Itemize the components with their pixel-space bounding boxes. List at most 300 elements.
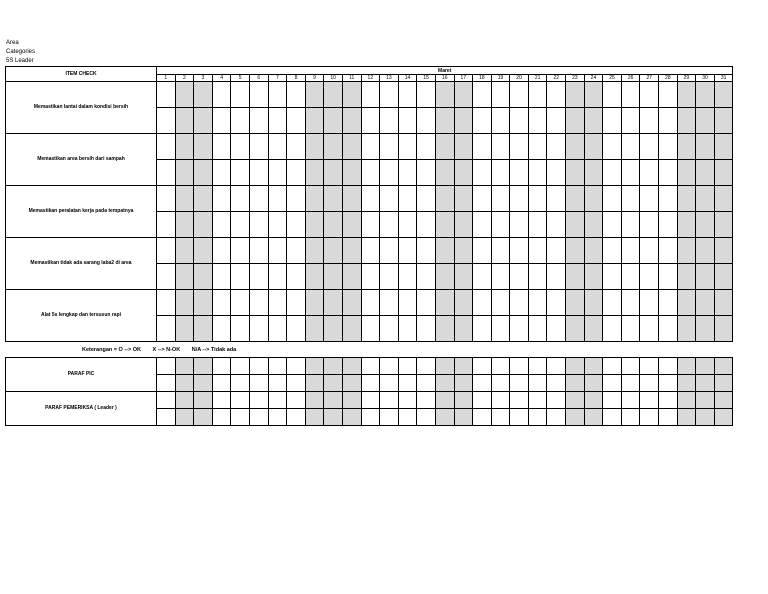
check-cell[interactable] — [473, 186, 492, 212]
check-cell[interactable] — [249, 160, 268, 186]
check-cell[interactable] — [380, 238, 399, 264]
check-cell[interactable] — [157, 409, 176, 426]
check-cell[interactable] — [696, 82, 715, 108]
check-cell[interactable] — [714, 238, 733, 264]
check-cell[interactable] — [584, 108, 603, 134]
check-cell[interactable] — [287, 375, 306, 392]
check-cell[interactable] — [157, 238, 176, 264]
check-cell[interactable] — [640, 160, 659, 186]
check-cell[interactable] — [417, 134, 436, 160]
check-cell[interactable] — [491, 160, 510, 186]
check-cell[interactable] — [659, 82, 678, 108]
check-cell[interactable] — [435, 108, 454, 134]
check-cell[interactable] — [361, 375, 380, 392]
check-cell[interactable] — [566, 212, 585, 238]
check-cell[interactable] — [398, 108, 417, 134]
check-cell[interactable] — [714, 108, 733, 134]
check-cell[interactable] — [510, 212, 529, 238]
check-cell[interactable] — [491, 212, 510, 238]
check-cell[interactable] — [194, 160, 213, 186]
check-cell[interactable] — [584, 186, 603, 212]
check-cell[interactable] — [491, 134, 510, 160]
check-cell[interactable] — [696, 160, 715, 186]
check-cell[interactable] — [175, 238, 194, 264]
check-cell[interactable] — [584, 238, 603, 264]
check-cell[interactable] — [175, 316, 194, 342]
check-cell[interactable] — [603, 392, 622, 409]
check-cell[interactable] — [175, 108, 194, 134]
check-cell[interactable] — [268, 264, 287, 290]
check-cell[interactable] — [621, 82, 640, 108]
check-cell[interactable] — [510, 238, 529, 264]
check-cell[interactable] — [435, 316, 454, 342]
check-cell[interactable] — [659, 134, 678, 160]
check-cell[interactable] — [621, 212, 640, 238]
check-cell[interactable] — [305, 316, 324, 342]
check-cell[interactable] — [677, 358, 696, 375]
check-cell[interactable] — [696, 238, 715, 264]
check-cell[interactable] — [714, 392, 733, 409]
check-cell[interactable] — [305, 108, 324, 134]
check-cell[interactable] — [231, 186, 250, 212]
check-cell[interactable] — [324, 134, 343, 160]
check-cell[interactable] — [566, 264, 585, 290]
check-cell[interactable] — [621, 238, 640, 264]
check-cell[interactable] — [361, 409, 380, 426]
check-cell[interactable] — [659, 290, 678, 316]
check-cell[interactable] — [677, 160, 696, 186]
check-cell[interactable] — [621, 186, 640, 212]
check-cell[interactable] — [417, 160, 436, 186]
check-cell[interactable] — [398, 290, 417, 316]
check-cell[interactable] — [677, 82, 696, 108]
check-cell[interactable] — [473, 264, 492, 290]
check-cell[interactable] — [491, 238, 510, 264]
check-cell[interactable] — [584, 134, 603, 160]
check-cell[interactable] — [212, 264, 231, 290]
check-cell[interactable] — [510, 108, 529, 134]
check-cell[interactable] — [157, 186, 176, 212]
check-cell[interactable] — [231, 375, 250, 392]
check-cell[interactable] — [212, 358, 231, 375]
check-cell[interactable] — [640, 316, 659, 342]
check-cell[interactable] — [547, 212, 566, 238]
check-cell[interactable] — [491, 375, 510, 392]
check-cell[interactable] — [473, 108, 492, 134]
check-cell[interactable] — [454, 212, 473, 238]
check-cell[interactable] — [231, 160, 250, 186]
check-cell[interactable] — [714, 409, 733, 426]
check-cell[interactable] — [380, 264, 399, 290]
check-cell[interactable] — [342, 212, 361, 238]
check-cell[interactable] — [287, 290, 306, 316]
check-cell[interactable] — [640, 108, 659, 134]
check-cell[interactable] — [361, 82, 380, 108]
check-cell[interactable] — [194, 212, 213, 238]
check-cell[interactable] — [547, 290, 566, 316]
check-cell[interactable] — [268, 375, 287, 392]
check-cell[interactable] — [249, 264, 268, 290]
check-cell[interactable] — [510, 290, 529, 316]
check-cell[interactable] — [435, 134, 454, 160]
check-cell[interactable] — [175, 82, 194, 108]
check-cell[interactable] — [175, 409, 194, 426]
check-cell[interactable] — [491, 409, 510, 426]
check-cell[interactable] — [324, 358, 343, 375]
check-cell[interactable] — [305, 409, 324, 426]
check-cell[interactable] — [324, 290, 343, 316]
check-cell[interactable] — [473, 316, 492, 342]
check-cell[interactable] — [175, 186, 194, 212]
check-cell[interactable] — [194, 316, 213, 342]
check-cell[interactable] — [305, 264, 324, 290]
check-cell[interactable] — [342, 316, 361, 342]
check-cell[interactable] — [287, 392, 306, 409]
check-cell[interactable] — [473, 409, 492, 426]
check-cell[interactable] — [249, 316, 268, 342]
check-cell[interactable] — [231, 409, 250, 426]
check-cell[interactable] — [157, 290, 176, 316]
check-cell[interactable] — [417, 358, 436, 375]
check-cell[interactable] — [528, 82, 547, 108]
check-cell[interactable] — [435, 392, 454, 409]
check-cell[interactable] — [640, 358, 659, 375]
check-cell[interactable] — [621, 316, 640, 342]
check-cell[interactable] — [491, 264, 510, 290]
check-cell[interactable] — [621, 134, 640, 160]
check-cell[interactable] — [640, 186, 659, 212]
check-cell[interactable] — [473, 392, 492, 409]
check-cell[interactable] — [454, 160, 473, 186]
check-cell[interactable] — [621, 375, 640, 392]
check-cell[interactable] — [361, 392, 380, 409]
check-cell[interactable] — [212, 238, 231, 264]
check-cell[interactable] — [175, 160, 194, 186]
check-cell[interactable] — [510, 82, 529, 108]
check-cell[interactable] — [268, 290, 287, 316]
check-cell[interactable] — [324, 186, 343, 212]
check-cell[interactable] — [305, 186, 324, 212]
check-cell[interactable] — [677, 316, 696, 342]
check-cell[interactable] — [677, 392, 696, 409]
check-cell[interactable] — [231, 108, 250, 134]
check-cell[interactable] — [231, 316, 250, 342]
check-cell[interactable] — [510, 186, 529, 212]
check-cell[interactable] — [324, 160, 343, 186]
check-cell[interactable] — [677, 238, 696, 264]
check-cell[interactable] — [696, 134, 715, 160]
check-cell[interactable] — [547, 392, 566, 409]
check-cell[interactable] — [380, 108, 399, 134]
check-cell[interactable] — [473, 290, 492, 316]
check-cell[interactable] — [212, 160, 231, 186]
check-cell[interactable] — [194, 108, 213, 134]
check-cell[interactable] — [640, 134, 659, 160]
check-cell[interactable] — [305, 392, 324, 409]
check-cell[interactable] — [510, 392, 529, 409]
check-cell[interactable] — [342, 392, 361, 409]
check-cell[interactable] — [473, 82, 492, 108]
check-cell[interactable] — [435, 409, 454, 426]
check-cell[interactable] — [584, 316, 603, 342]
check-cell[interactable] — [696, 392, 715, 409]
check-cell[interactable] — [659, 375, 678, 392]
check-cell[interactable] — [305, 82, 324, 108]
check-cell[interactable] — [603, 186, 622, 212]
check-cell[interactable] — [714, 212, 733, 238]
check-cell[interactable] — [566, 316, 585, 342]
check-cell[interactable] — [566, 134, 585, 160]
check-cell[interactable] — [249, 392, 268, 409]
check-cell[interactable] — [473, 375, 492, 392]
check-cell[interactable] — [287, 134, 306, 160]
check-cell[interactable] — [696, 409, 715, 426]
check-cell[interactable] — [249, 212, 268, 238]
check-cell[interactable] — [361, 264, 380, 290]
check-cell[interactable] — [491, 392, 510, 409]
check-cell[interactable] — [640, 212, 659, 238]
check-cell[interactable] — [454, 409, 473, 426]
check-cell[interactable] — [398, 134, 417, 160]
check-cell[interactable] — [640, 409, 659, 426]
check-cell[interactable] — [528, 409, 547, 426]
check-cell[interactable] — [287, 108, 306, 134]
check-cell[interactable] — [659, 409, 678, 426]
check-cell[interactable] — [175, 134, 194, 160]
check-cell[interactable] — [249, 108, 268, 134]
check-cell[interactable] — [342, 409, 361, 426]
check-cell[interactable] — [584, 264, 603, 290]
check-cell[interactable] — [473, 358, 492, 375]
check-cell[interactable] — [491, 290, 510, 316]
check-cell[interactable] — [324, 392, 343, 409]
check-cell[interactable] — [342, 82, 361, 108]
check-cell[interactable] — [659, 160, 678, 186]
check-cell[interactable] — [249, 238, 268, 264]
check-cell[interactable] — [659, 392, 678, 409]
check-cell[interactable] — [324, 375, 343, 392]
check-cell[interactable] — [621, 392, 640, 409]
check-cell[interactable] — [157, 134, 176, 160]
check-cell[interactable] — [417, 392, 436, 409]
check-cell[interactable] — [157, 358, 176, 375]
check-cell[interactable] — [528, 264, 547, 290]
check-cell[interactable] — [398, 160, 417, 186]
check-cell[interactable] — [696, 212, 715, 238]
check-cell[interactable] — [398, 392, 417, 409]
check-cell[interactable] — [435, 186, 454, 212]
check-cell[interactable] — [324, 409, 343, 426]
check-cell[interactable] — [528, 186, 547, 212]
check-cell[interactable] — [566, 238, 585, 264]
check-cell[interactable] — [157, 212, 176, 238]
check-cell[interactable] — [287, 409, 306, 426]
check-cell[interactable] — [677, 409, 696, 426]
check-cell[interactable] — [547, 264, 566, 290]
check-cell[interactable] — [696, 186, 715, 212]
check-cell[interactable] — [305, 212, 324, 238]
check-cell[interactable] — [659, 358, 678, 375]
check-cell[interactable] — [249, 186, 268, 212]
check-cell[interactable] — [417, 264, 436, 290]
check-cell[interactable] — [194, 82, 213, 108]
check-cell[interactable] — [231, 358, 250, 375]
check-cell[interactable] — [435, 82, 454, 108]
check-cell[interactable] — [305, 160, 324, 186]
check-cell[interactable] — [659, 108, 678, 134]
check-cell[interactable] — [659, 316, 678, 342]
check-cell[interactable] — [212, 409, 231, 426]
check-cell[interactable] — [510, 358, 529, 375]
check-cell[interactable] — [714, 358, 733, 375]
check-cell[interactable] — [510, 409, 529, 426]
check-cell[interactable] — [249, 375, 268, 392]
check-cell[interactable] — [305, 290, 324, 316]
check-cell[interactable] — [566, 358, 585, 375]
check-cell[interactable] — [603, 290, 622, 316]
check-cell[interactable] — [268, 316, 287, 342]
check-cell[interactable] — [324, 238, 343, 264]
check-cell[interactable] — [454, 392, 473, 409]
check-cell[interactable] — [454, 108, 473, 134]
check-cell[interactable] — [342, 186, 361, 212]
check-cell[interactable] — [268, 238, 287, 264]
check-cell[interactable] — [696, 264, 715, 290]
check-cell[interactable] — [268, 160, 287, 186]
check-cell[interactable] — [696, 358, 715, 375]
check-cell[interactable] — [547, 375, 566, 392]
check-cell[interactable] — [603, 108, 622, 134]
check-cell[interactable] — [231, 290, 250, 316]
check-cell[interactable] — [194, 375, 213, 392]
check-cell[interactable] — [361, 160, 380, 186]
check-cell[interactable] — [194, 134, 213, 160]
check-cell[interactable] — [212, 186, 231, 212]
check-cell[interactable] — [510, 264, 529, 290]
check-cell[interactable] — [398, 212, 417, 238]
check-cell[interactable] — [584, 392, 603, 409]
check-cell[interactable] — [454, 358, 473, 375]
check-cell[interactable] — [677, 375, 696, 392]
check-cell[interactable] — [491, 316, 510, 342]
check-cell[interactable] — [621, 264, 640, 290]
check-cell[interactable] — [324, 264, 343, 290]
check-cell[interactable] — [603, 264, 622, 290]
check-cell[interactable] — [621, 358, 640, 375]
check-cell[interactable] — [249, 409, 268, 426]
check-cell[interactable] — [454, 238, 473, 264]
check-cell[interactable] — [584, 375, 603, 392]
check-cell[interactable] — [435, 238, 454, 264]
check-cell[interactable] — [268, 82, 287, 108]
check-cell[interactable] — [566, 392, 585, 409]
check-cell[interactable] — [342, 375, 361, 392]
check-cell[interactable] — [380, 134, 399, 160]
check-cell[interactable] — [417, 212, 436, 238]
check-cell[interactable] — [361, 358, 380, 375]
check-cell[interactable] — [659, 264, 678, 290]
check-cell[interactable] — [194, 186, 213, 212]
check-cell[interactable] — [640, 264, 659, 290]
check-cell[interactable] — [566, 186, 585, 212]
check-cell[interactable] — [361, 290, 380, 316]
check-cell[interactable] — [435, 358, 454, 375]
check-cell[interactable] — [175, 264, 194, 290]
check-cell[interactable] — [696, 290, 715, 316]
check-cell[interactable] — [342, 358, 361, 375]
check-cell[interactable] — [157, 264, 176, 290]
check-cell[interactable] — [287, 238, 306, 264]
check-cell[interactable] — [342, 108, 361, 134]
check-cell[interactable] — [454, 316, 473, 342]
check-cell[interactable] — [491, 358, 510, 375]
check-cell[interactable] — [473, 238, 492, 264]
check-cell[interactable] — [454, 264, 473, 290]
check-cell[interactable] — [194, 238, 213, 264]
check-cell[interactable] — [528, 134, 547, 160]
check-cell[interactable] — [659, 186, 678, 212]
check-cell[interactable] — [640, 238, 659, 264]
check-cell[interactable] — [342, 290, 361, 316]
check-cell[interactable] — [491, 108, 510, 134]
check-cell[interactable] — [510, 375, 529, 392]
check-cell[interactable] — [659, 238, 678, 264]
check-cell[interactable] — [696, 375, 715, 392]
check-cell[interactable] — [287, 160, 306, 186]
check-cell[interactable] — [417, 82, 436, 108]
check-cell[interactable] — [417, 108, 436, 134]
check-cell[interactable] — [231, 134, 250, 160]
check-cell[interactable] — [640, 392, 659, 409]
check-cell[interactable] — [380, 82, 399, 108]
check-cell[interactable] — [324, 108, 343, 134]
check-cell[interactable] — [547, 358, 566, 375]
check-cell[interactable] — [249, 358, 268, 375]
check-cell[interactable] — [305, 238, 324, 264]
check-cell[interactable] — [157, 375, 176, 392]
check-cell[interactable] — [528, 212, 547, 238]
check-cell[interactable] — [714, 375, 733, 392]
check-cell[interactable] — [603, 375, 622, 392]
check-cell[interactable] — [212, 316, 231, 342]
check-cell[interactable] — [640, 290, 659, 316]
check-cell[interactable] — [435, 264, 454, 290]
check-cell[interactable] — [547, 134, 566, 160]
check-cell[interactable] — [584, 212, 603, 238]
check-cell[interactable] — [231, 82, 250, 108]
check-cell[interactable] — [212, 290, 231, 316]
check-cell[interactable] — [417, 238, 436, 264]
check-cell[interactable] — [677, 186, 696, 212]
check-cell[interactable] — [714, 264, 733, 290]
check-cell[interactable] — [417, 409, 436, 426]
check-cell[interactable] — [194, 290, 213, 316]
check-cell[interactable] — [305, 358, 324, 375]
check-cell[interactable] — [640, 82, 659, 108]
check-cell[interactable] — [714, 160, 733, 186]
check-cell[interactable] — [603, 358, 622, 375]
check-cell[interactable] — [714, 290, 733, 316]
check-cell[interactable] — [194, 392, 213, 409]
check-cell[interactable] — [157, 316, 176, 342]
check-cell[interactable] — [398, 358, 417, 375]
check-cell[interactable] — [324, 82, 343, 108]
check-cell[interactable] — [528, 160, 547, 186]
check-cell[interactable] — [305, 134, 324, 160]
check-cell[interactable] — [528, 108, 547, 134]
check-cell[interactable] — [342, 134, 361, 160]
check-cell[interactable] — [621, 290, 640, 316]
